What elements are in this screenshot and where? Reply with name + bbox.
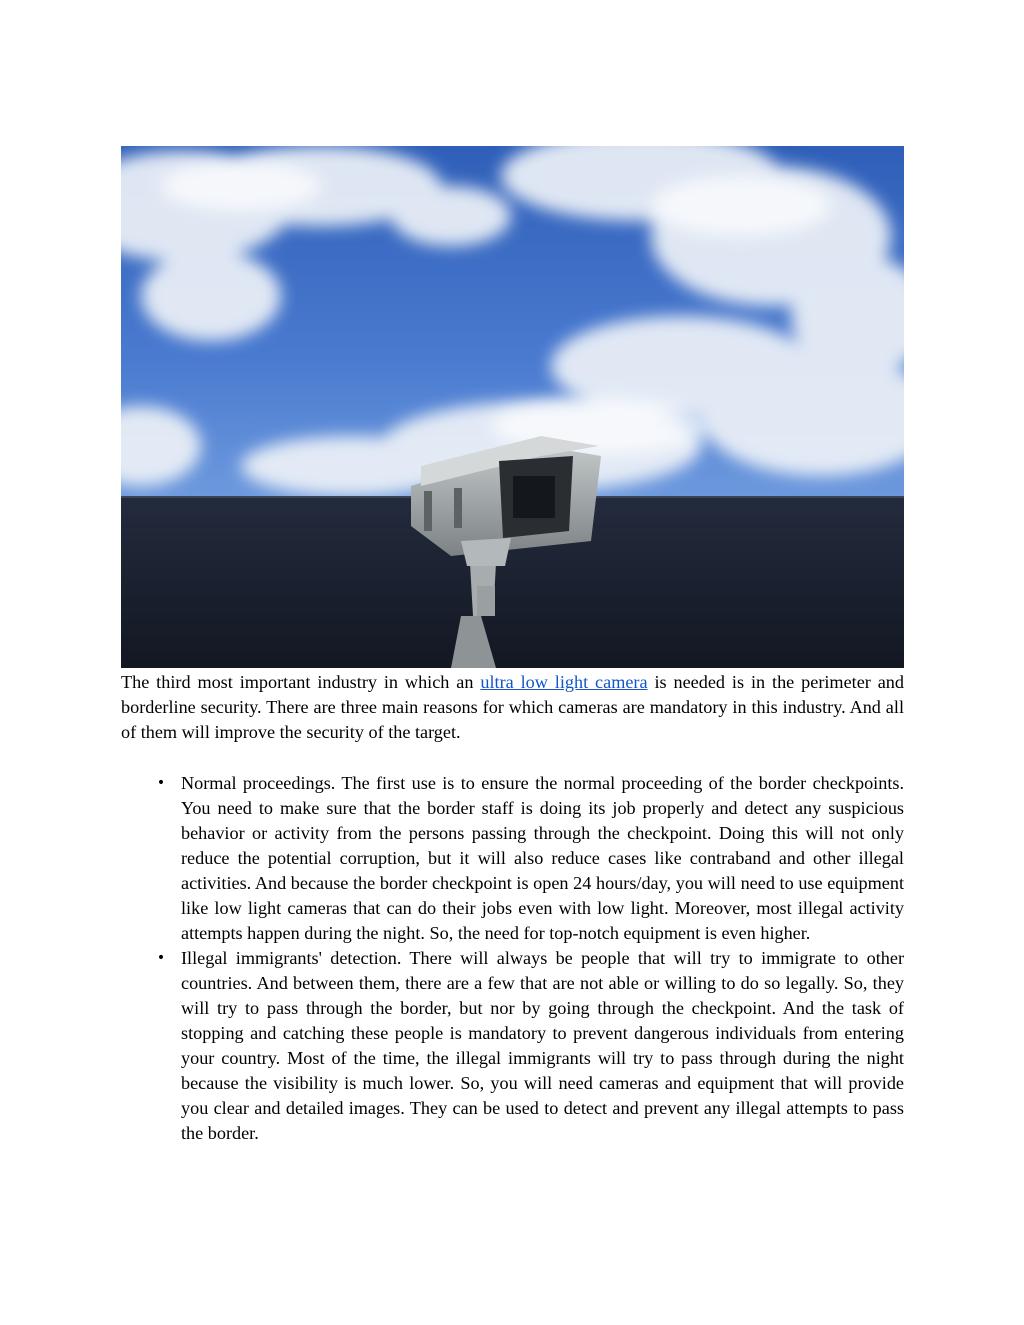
list-item-illegal-immigrants-detection [121,946,904,1146]
security-camera-photo [121,146,904,668]
list-item-text: Normal proceedings. The first use is to ensure the normal proceeding of the border checkpoints. You need to make sure that the border staff is doing its job properly and detect any suspicious behavior or activity from the persons passing through the checkpoint. Doing this will not only reduce the potential corruption, but it will also reduce cases like contraband and other illegal activities. And because the border checkpoint is open 24 hours/day, you will need to use equipment like low light cameras that can do their jobs even with low light. Moreover, most illegal activity attempts happen during the night. So, the need for top-notch equipment is even higher. [181,773,904,943]
intro-paragraph [121,670,904,745]
list-item-text: Illegal immigrants' detection. There will always be people that will try to immigrate to other countries. And between them, there are a few that are not able or willing to do so legally. So, they will try to pass through the border, but nor by going through the checkpoint. And the task of stopping and catching these people is mandatory to prevent dangerous individuals from entering your country. Most of the time, the illegal immigrants will try to pass through during the night because the visibility is much lower. So, you will need cameras and equipment that will provide you clear and detailed images. They can be used to detect and prevent any illegal attempts to pass the border. [181,948,904,1143]
list-item-normal-proceedings [121,771,904,946]
bullet-icon: • [156,950,166,966]
intro-text-before-link: The third most important industry in which an [121,672,481,692]
bullet-icon: • [156,775,166,791]
ultra-low-light-camera-link[interactable]: ultra low light camera [480,672,648,692]
reasons-list [121,771,904,1146]
intro-text-after-link: is needed is in the perimeter and borderline security. There are three main reasons for which cameras are mandatory in this industry. And all of them will improve the security of the target. [121,672,904,742]
